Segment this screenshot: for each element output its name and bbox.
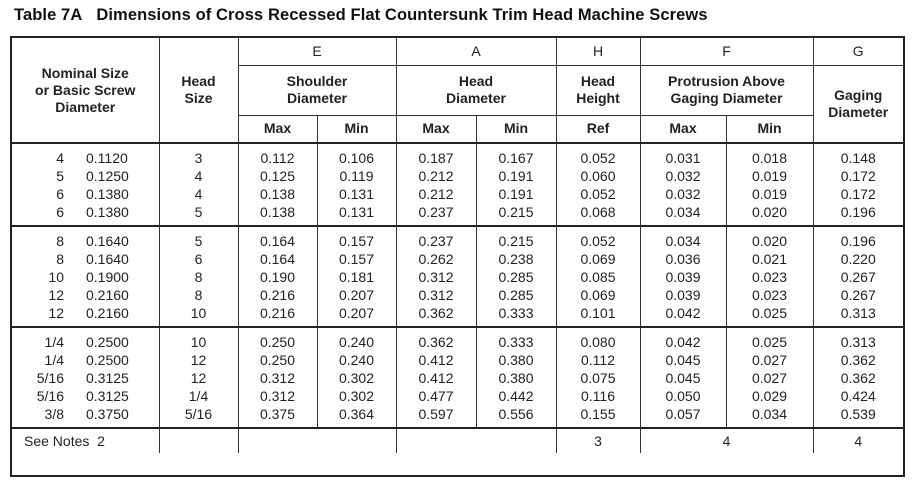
head-size-cell: 12 — [159, 369, 238, 387]
shoulder-min-cell: 0.119 — [317, 167, 396, 185]
basic-diameter-cell: 0.2500 — [74, 327, 159, 351]
shoulder-min-cell: 0.302 — [317, 369, 396, 387]
table-row — [12, 226, 903, 250]
nominal-size-cell: 12 — [12, 304, 74, 327]
gaging-diameter-cell: 0.196 — [813, 203, 903, 226]
basic-diameter-cell: 0.1380 — [74, 185, 159, 203]
nominal-size-cell: 3/8 — [12, 405, 74, 428]
notes-label: See Notes — [24, 433, 90, 449]
head-diameter-max-cell: 0.212 — [396, 185, 476, 203]
shoulder-max-cell: 0.164 — [238, 226, 317, 250]
protrusion-min-header: Min — [726, 115, 813, 143]
table-row — [12, 143, 903, 167]
head-diameter-max-cell: 0.262 — [396, 250, 476, 268]
head-diameter-max-cell: 0.237 — [396, 203, 476, 226]
head-diameter-max-cell: 0.597 — [396, 405, 476, 428]
nominal-size-cell: 6 — [12, 203, 74, 226]
head-height-ref-cell: 0.052 — [556, 143, 640, 167]
nominal-size-header: Nominal Size or Basic Screw Diameter — [12, 38, 159, 143]
table-row — [12, 304, 903, 327]
head-diameter-min-cell: 0.556 — [476, 405, 556, 428]
head-height-ref-cell: 0.101 — [556, 304, 640, 327]
table-title — [14, 6, 708, 25]
gaging-diameter-cell: 0.424 — [840, 388, 876, 404]
shoulder-min-cell: 0.131 — [317, 185, 396, 203]
table-row — [12, 185, 903, 203]
head-size-cell: 1/4 — [159, 387, 238, 405]
protrusion-max-cell: 0.045 — [640, 351, 726, 369]
table-row — [12, 327, 903, 351]
protrusion-header: Protrusion Above Gaging Diameter — [640, 65, 813, 115]
shoulder-min-cell: 0.207 — [317, 304, 396, 327]
protrusion-min-cell: 0.034 — [726, 405, 813, 428]
head-size-cell: 8 — [159, 286, 238, 304]
table-title-text: Dimensions of Cross Recessed Flat Countersunk Trim Head Machine Screws — [96, 6, 708, 24]
nominal-size-cell: 6 — [56, 186, 64, 202]
protrusion-min-cell: 0.025 — [726, 327, 813, 351]
notes-protrusion: 4 — [640, 428, 813, 453]
head-size-cell: 12 — [159, 351, 238, 369]
shoulder-max-cell: 0.138 — [238, 203, 317, 226]
shoulder-max-cell: 0.112 — [238, 143, 317, 167]
head-diameter-max-cell: 0.212 — [396, 167, 476, 185]
table-row — [12, 405, 903, 428]
shoulder-max-cell: 0.312 — [238, 387, 317, 405]
nominal-size-cell: 8 — [56, 251, 64, 267]
head-height-ref-cell: 0.085 — [556, 268, 640, 286]
protrusion-max-cell: 0.032 — [640, 185, 726, 203]
col-letter-a: A — [396, 38, 556, 65]
gaging-diameter-cell: 0.362 — [840, 352, 876, 368]
table-row — [12, 250, 903, 268]
shoulder-min-cell: 0.364 — [317, 405, 396, 428]
head-diameter-max-cell: 0.477 — [396, 387, 476, 405]
head-diameter-min-header: Min — [476, 115, 556, 143]
basic-diameter-cell: 0.1120 — [74, 143, 159, 167]
head-diameter-min-cell: 0.380 — [476, 369, 556, 387]
shoulder-max-cell: 0.125 — [238, 167, 317, 185]
shoulder-max-cell: 0.216 — [238, 304, 317, 327]
protrusion-max-cell: 0.031 — [640, 143, 726, 167]
head-diameter-max-cell: 0.312 — [396, 286, 476, 304]
shoulder-max-cell: 0.375 — [238, 405, 317, 428]
gaging-diameter-cell: 0.362 — [840, 370, 876, 386]
gaging-diameter-cell: 0.148 — [840, 150, 876, 166]
shoulder-min-header: Min — [317, 115, 396, 143]
head-size-cell: 3 — [159, 143, 238, 167]
notes-row — [12, 428, 903, 453]
gaging-diameter-cell: 0.539 — [813, 405, 903, 428]
protrusion-max-cell: 0.032 — [640, 167, 726, 185]
protrusion-max-header: Max — [640, 115, 726, 143]
notes-nominal-ref: 2 — [97, 433, 105, 449]
table-row — [12, 351, 903, 369]
head-height-ref-cell: 0.052 — [556, 226, 640, 250]
head-height-ref-cell: 0.116 — [556, 387, 640, 405]
head-height-header: Head Height — [556, 65, 640, 115]
notes-head-height: 3 — [556, 428, 640, 453]
head-size-header: Head Size — [159, 38, 238, 143]
dimensions-table — [10, 36, 905, 477]
gaging-diameter-header: Gaging Diameter — [813, 65, 903, 143]
shoulder-max-cell: 0.216 — [238, 286, 317, 304]
protrusion-min-cell: 0.027 — [726, 351, 813, 369]
shoulder-max-cell: 0.190 — [238, 268, 317, 286]
head-height-ref-cell: 0.069 — [556, 250, 640, 268]
shoulder-max-cell: 0.312 — [238, 369, 317, 387]
table-row — [12, 387, 903, 405]
basic-diameter-cell: 0.2500 — [74, 351, 159, 369]
protrusion-min-cell: 0.025 — [726, 304, 813, 327]
basic-diameter-cell: 0.2160 — [74, 304, 159, 327]
head-diameter-max-header: Max — [396, 115, 476, 143]
head-size-cell: 10 — [159, 327, 238, 351]
head-diameter-min-cell: 0.285 — [476, 286, 556, 304]
head-size-cell: 5 — [159, 203, 238, 226]
head-diameter-min-cell: 0.380 — [476, 351, 556, 369]
protrusion-min-cell: 0.029 — [726, 387, 813, 405]
head-size-cell: 8 — [159, 268, 238, 286]
col-letter-f: F — [640, 38, 813, 65]
protrusion-max-cell: 0.045 — [640, 369, 726, 387]
nominal-size-cell: 5/16 — [36, 370, 64, 386]
nominal-size-cell: 1/4 — [44, 352, 64, 368]
basic-diameter-cell: 0.3125 — [74, 369, 159, 387]
head-size-cell: 5/16 — [159, 405, 238, 428]
protrusion-max-cell: 0.034 — [640, 226, 726, 250]
shoulder-min-cell: 0.302 — [317, 387, 396, 405]
nominal-size-cell: 10 — [48, 269, 64, 285]
basic-diameter-cell: 0.2160 — [74, 286, 159, 304]
head-diameter-max-cell: 0.412 — [396, 369, 476, 387]
head-diameter-max-cell: 0.312 — [396, 268, 476, 286]
nominal-size-cell: 4 — [56, 150, 64, 166]
protrusion-min-cell: 0.019 — [726, 185, 813, 203]
shoulder-min-cell: 0.240 — [317, 351, 396, 369]
head-height-ref-cell: 0.068 — [556, 203, 640, 226]
notes-shoulder — [238, 428, 396, 453]
head-height-ref-cell: 0.080 — [556, 327, 640, 351]
protrusion-min-cell: 0.019 — [726, 167, 813, 185]
notes-head-size — [159, 428, 238, 453]
protrusion-max-cell: 0.036 — [640, 250, 726, 268]
head-height-ref-header: Ref — [556, 115, 640, 143]
gaging-diameter-cell: 0.267 — [840, 287, 876, 303]
head-diameter-max-cell: 0.362 — [396, 304, 476, 327]
gaging-diameter-cell: 0.196 — [840, 233, 876, 249]
gaging-diameter-cell: 0.220 — [840, 251, 876, 267]
basic-diameter-cell: 0.3750 — [74, 405, 159, 428]
shoulder-min-cell: 0.131 — [317, 203, 396, 226]
gaging-diameter-cell: 0.172 — [840, 168, 876, 184]
basic-diameter-cell: 0.1640 — [74, 226, 159, 250]
head-size-cell: 4 — [159, 167, 238, 185]
head-diameter-header: Head Diameter — [396, 65, 556, 115]
protrusion-min-cell: 0.021 — [726, 250, 813, 268]
row-group-3 — [12, 327, 903, 428]
shoulder-max-cell: 0.138 — [238, 185, 317, 203]
nominal-size-cell: 1/4 — [44, 334, 64, 350]
nominal-size-cell: 12 — [48, 287, 64, 303]
shoulder-min-cell: 0.240 — [317, 327, 396, 351]
head-diameter-max-cell: 0.187 — [396, 143, 476, 167]
notes-gaging: 4 — [854, 433, 863, 449]
table-row — [12, 167, 903, 185]
protrusion-max-cell: 0.039 — [640, 268, 726, 286]
head-diameter-min-cell: 0.191 — [476, 167, 556, 185]
shoulder-max-cell: 0.250 — [238, 351, 317, 369]
protrusion-max-cell: 0.057 — [640, 405, 726, 428]
head-diameter-min-cell: 0.167 — [476, 143, 556, 167]
shoulder-min-cell: 0.106 — [317, 143, 396, 167]
basic-diameter-cell: 0.1380 — [74, 203, 159, 226]
head-height-ref-cell: 0.069 — [556, 286, 640, 304]
head-diameter-max-cell: 0.362 — [396, 327, 476, 351]
basic-diameter-cell: 0.1900 — [74, 268, 159, 286]
shoulder-min-cell: 0.181 — [317, 268, 396, 286]
gaging-diameter-cell: 0.313 — [840, 334, 876, 350]
head-diameter-max-cell: 0.412 — [396, 351, 476, 369]
table-row — [12, 369, 903, 387]
head-height-ref-cell: 0.112 — [556, 351, 640, 369]
basic-diameter-cell: 0.1250 — [74, 167, 159, 185]
row-group-1 — [12, 143, 903, 226]
col-letter-g: G — [813, 38, 903, 65]
gaging-diameter-cell: 0.313 — [813, 304, 903, 327]
protrusion-min-cell: 0.027 — [726, 369, 813, 387]
head-height-ref-cell: 0.155 — [556, 405, 640, 428]
head-diameter-min-cell: 0.215 — [476, 226, 556, 250]
protrusion-min-cell: 0.020 — [726, 226, 813, 250]
gaging-diameter-cell: 0.267 — [840, 269, 876, 285]
head-height-ref-cell: 0.075 — [556, 369, 640, 387]
head-diameter-min-cell: 0.442 — [476, 387, 556, 405]
basic-diameter-cell: 0.1640 — [74, 250, 159, 268]
protrusion-min-cell: 0.023 — [726, 286, 813, 304]
shoulder-min-cell: 0.207 — [317, 286, 396, 304]
table-row — [12, 203, 903, 226]
shoulder-min-cell: 0.157 — [317, 226, 396, 250]
protrusion-max-cell: 0.042 — [640, 327, 726, 351]
head-size-cell: 4 — [159, 185, 238, 203]
gaging-diameter-cell: 0.172 — [840, 186, 876, 202]
shoulder-max-header: Max — [238, 115, 317, 143]
protrusion-max-cell: 0.042 — [640, 304, 726, 327]
table-row — [12, 268, 903, 286]
head-diameter-min-cell: 0.215 — [476, 203, 556, 226]
table-number: Table 7A — [14, 6, 83, 24]
protrusion-min-cell: 0.020 — [726, 203, 813, 226]
basic-diameter-cell: 0.3125 — [74, 387, 159, 405]
head-diameter-min-cell: 0.238 — [476, 250, 556, 268]
notes-head-diameter — [396, 428, 556, 453]
table-row — [12, 286, 903, 304]
col-letter-e: E — [238, 38, 396, 65]
nominal-size-cell: 5/16 — [36, 388, 64, 404]
head-size-cell: 6 — [159, 250, 238, 268]
shoulder-diameter-header: Shoulder Diameter — [238, 65, 396, 115]
head-size-cell: 10 — [159, 304, 238, 327]
protrusion-min-cell: 0.018 — [726, 143, 813, 167]
notes-cell — [12, 428, 159, 453]
head-diameter-min-cell: 0.333 — [476, 327, 556, 351]
head-height-ref-cell: 0.060 — [556, 167, 640, 185]
head-height-ref-cell: 0.052 — [556, 185, 640, 203]
head-diameter-min-cell: 0.191 — [476, 185, 556, 203]
head-diameter-min-cell: 0.285 — [476, 268, 556, 286]
protrusion-max-cell: 0.039 — [640, 286, 726, 304]
col-letter-h: H — [556, 38, 640, 65]
shoulder-max-cell: 0.164 — [238, 250, 317, 268]
protrusion-max-cell: 0.034 — [640, 203, 726, 226]
row-group-2 — [12, 226, 903, 327]
shoulder-min-cell: 0.157 — [317, 250, 396, 268]
protrusion-max-cell: 0.050 — [640, 387, 726, 405]
head-diameter-max-cell: 0.237 — [396, 226, 476, 250]
head-diameter-min-cell: 0.333 — [476, 304, 556, 327]
nominal-size-cell: 5 — [56, 168, 64, 184]
protrusion-min-cell: 0.023 — [726, 268, 813, 286]
nominal-size-cell: 8 — [56, 233, 64, 249]
head-size-cell: 5 — [159, 226, 238, 250]
shoulder-max-cell: 0.250 — [238, 327, 317, 351]
